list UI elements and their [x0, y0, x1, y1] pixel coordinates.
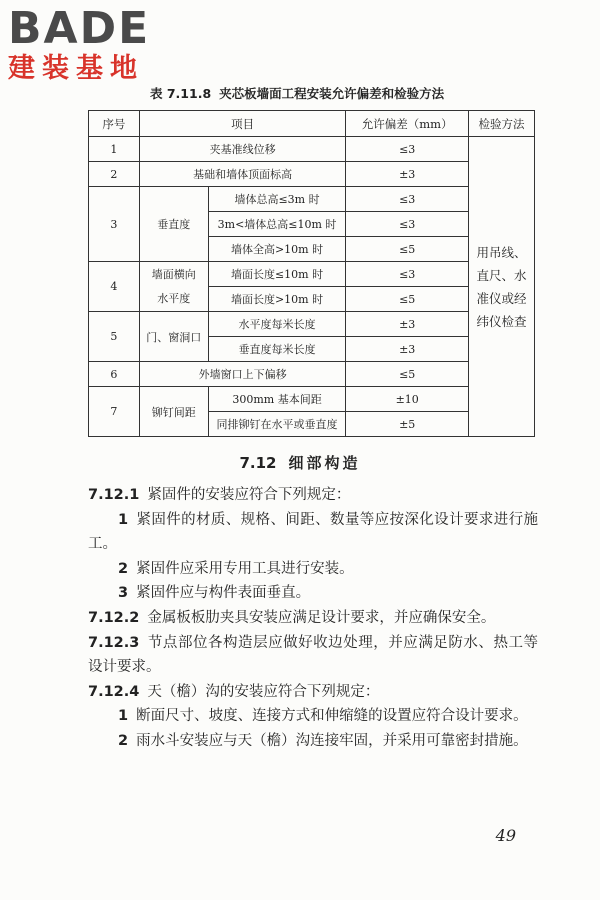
clause [88, 680, 538, 705]
item-number: 1 [118, 708, 129, 725]
item-text: 紧固件应与构件表面垂直。 [136, 585, 311, 602]
clause-text: 金属板板肋夹具安装应满足设计要求，并应确保安全。 [147, 609, 496, 626]
inspection-method: 用吊线、直尺、水准仪或经纬仪检查 [469, 137, 535, 437]
row-group: 门、窗洞口 [139, 312, 208, 362]
row-item: 墙体总高≤3m 时 [208, 187, 346, 212]
row-item: 墙面长度≤10m 时 [208, 262, 346, 287]
row-tolerance: ±3 [346, 162, 469, 187]
clause-number: 7.12.4 [88, 683, 140, 700]
row-item: 基础和墙体顶面标高 [139, 162, 346, 187]
row-item: 同排铆钉在水平或垂直度 [208, 412, 346, 437]
clause-item [88, 704, 538, 729]
clause-item [88, 581, 538, 606]
row-item: 3m<墙体总高≤10m 时 [208, 212, 346, 237]
table-row [89, 162, 535, 187]
row-seq: 6 [89, 362, 140, 387]
clause-number: 7.12.3 [88, 634, 140, 651]
clause [88, 631, 538, 680]
table-row [89, 312, 535, 337]
table-title: 夹芯板墙面工程安装允许偏差和检验方法 [219, 86, 445, 101]
row-tolerance: ≤5 [346, 287, 469, 312]
page-number: 49 [495, 826, 516, 845]
item-text: 紧固件的材质、规格、间距、数量等应按深化设计要求进行施工。 [88, 511, 538, 553]
header-tolerance: 允许偏差（mm） [346, 111, 469, 137]
row-item: 300mm 基本间距 [208, 387, 346, 412]
row-item: 外墙窗口上下偏移 [139, 362, 346, 387]
table-number: 表 7.11.8 [150, 86, 212, 101]
row-item: 墙体全高>10m 时 [208, 237, 346, 262]
clause-item [88, 557, 538, 582]
header-method: 检验方法 [469, 111, 535, 137]
row-tolerance: ≤3 [346, 212, 469, 237]
item-text: 雨水斗安装应与天（檐）沟连接牢固，并采用可靠密封措施。 [136, 732, 528, 749]
logo [8, 3, 178, 84]
table-row [89, 187, 535, 212]
table-row [89, 137, 535, 162]
clauses-body [88, 483, 538, 754]
logo-text-en: BADE [8, 3, 151, 54]
clause-text: 紧固件的安装应符合下列规定： [147, 487, 351, 503]
tolerance-table [88, 110, 535, 437]
item-text: 紧固件应采用专用工具进行安装。 [136, 560, 354, 577]
table-row [89, 362, 535, 387]
table-row [89, 262, 535, 287]
table-header-row [89, 111, 535, 137]
row-seq: 7 [89, 387, 140, 437]
row-group: 墙面横向水平度 [139, 262, 208, 312]
item-number: 1 [118, 511, 129, 528]
section-number: 7.12 [239, 454, 277, 472]
row-tolerance: ≤5 [346, 362, 469, 387]
clause-number: 7.12.1 [88, 487, 140, 503]
item-number: 2 [118, 732, 129, 749]
table-caption [150, 84, 444, 102]
row-seq: 3 [89, 187, 140, 262]
row-seq: 4 [89, 262, 140, 312]
row-tolerance: ≤5 [346, 237, 469, 262]
clause-number: 7.12.2 [88, 609, 140, 626]
row-seq: 2 [89, 162, 140, 187]
item-text: 断面尺寸、坡度、连接方式和伸缩缝的设置应符合设计要求。 [136, 708, 528, 725]
row-tolerance: ±10 [346, 387, 469, 412]
row-tolerance: ±5 [346, 412, 469, 437]
clause-item [88, 508, 538, 557]
clause-item [88, 729, 538, 754]
clause-text: 节点部位各构造层应做好收边处理，并应满足防水、热工等设计要求。 [88, 634, 538, 676]
header-seq: 序号 [89, 111, 140, 137]
row-tolerance: ≤3 [346, 137, 469, 162]
table-row [89, 387, 535, 412]
row-tolerance: ≤3 [346, 187, 469, 212]
section-title [0, 452, 600, 473]
row-item: 垂直度每米长度 [208, 337, 346, 362]
row-seq: 5 [89, 312, 140, 362]
header-item: 项目 [139, 111, 346, 137]
clause [88, 483, 538, 508]
row-group: 铆钉间距 [139, 387, 208, 437]
item-number: 3 [118, 585, 129, 602]
row-item: 墙面长度>10m 时 [208, 287, 346, 312]
row-item: 水平度每米长度 [208, 312, 346, 337]
row-tolerance: ±3 [346, 312, 469, 337]
row-tolerance: ±3 [346, 337, 469, 362]
row-tolerance: ≤3 [346, 262, 469, 287]
clause [88, 606, 538, 631]
row-seq: 1 [89, 137, 140, 162]
row-item: 夹基准线位移 [139, 137, 346, 162]
section-name: 细部构造 [288, 454, 361, 472]
row-group: 垂直度 [139, 187, 208, 262]
logo-text-cn: 建装基地 [8, 53, 144, 84]
item-number: 2 [118, 560, 129, 577]
clause-text: 天（檐）沟的安装应符合下列规定： [147, 683, 380, 700]
